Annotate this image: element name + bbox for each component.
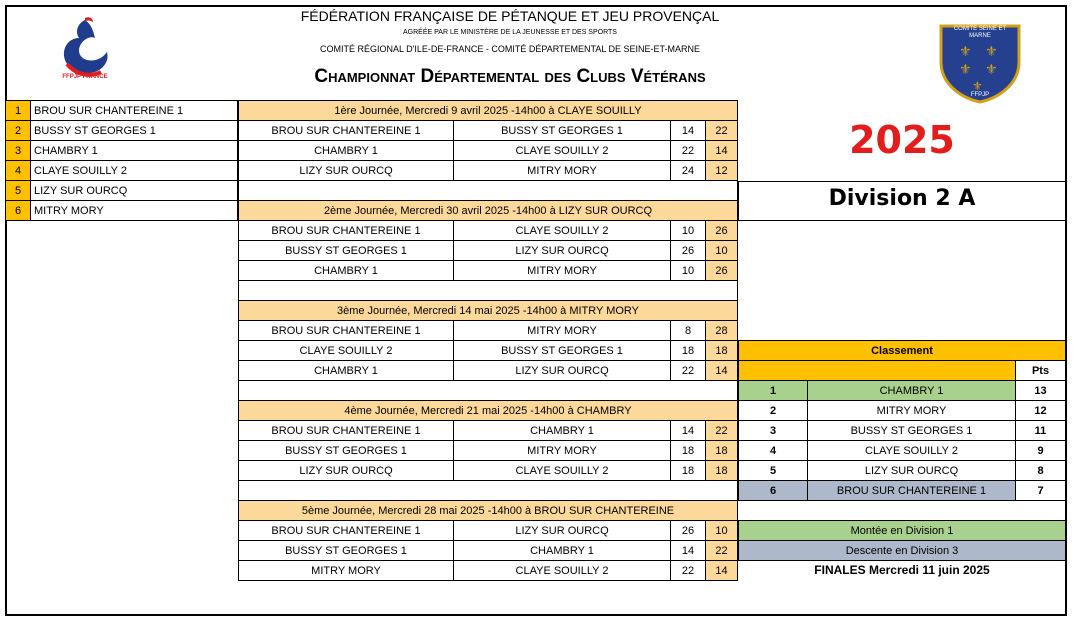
match-home-team: BROU SUR CHANTEREINE 1: [238, 220, 454, 241]
relegation-legend: Descente en Division 3: [738, 540, 1066, 561]
match-score-home: 22: [670, 360, 706, 381]
match-away-team: CLAYE SOUILLY 2: [453, 140, 671, 161]
match-score-home: 10: [670, 220, 706, 241]
round-title: 4ème Journée, Mercredi 21 mai 2025 -14h00 à CHAMBRY: [238, 400, 738, 421]
match-home-team: BROU SUR CHANTEREINE 1: [238, 520, 454, 541]
match-home-team: LIZY SUR OURCQ: [238, 160, 454, 181]
match-score-home: 14: [670, 540, 706, 561]
match-away-team: CHAMBRY 1: [453, 540, 671, 561]
match-score-away: 14: [705, 560, 738, 581]
standings-points: 7: [1015, 480, 1066, 501]
match-away-team: MITRY MORY: [453, 260, 671, 281]
match-away-team: LIZY SUR OURCQ: [453, 520, 671, 541]
team-name: LIZY SUR OURCQ: [30, 180, 238, 201]
svg-text:⚜: ⚜: [972, 79, 983, 93]
match-away-team: BUSSY ST GEORGES 1: [453, 340, 671, 361]
standings-rank: 1: [738, 380, 808, 401]
standings-rank: 5: [738, 460, 808, 481]
agreement-line: AGRÉÉE PAR LE MINISTÈRE DE LA JEUNESSE ET DES SPORTS: [403, 29, 617, 36]
match-away-team: CLAYE SOUILLY 2: [453, 560, 671, 581]
match-score-away: 10: [705, 240, 738, 261]
team-number: 2: [5, 120, 31, 141]
championship-title: Championnat Départemental des Clubs Vétérans: [314, 66, 706, 87]
federation-name: FÉDÉRATION FRANÇAISE DE PÉTANQUE ET JEU PROVENÇAL: [300, 8, 720, 24]
match-score-away: 10: [705, 520, 738, 541]
match-home-team: BROU SUR CHANTEREINE 1: [238, 320, 454, 341]
standings-team: MITRY MORY: [807, 400, 1016, 421]
team-number: 4: [5, 160, 31, 181]
standings-team: CHAMBRY 1: [807, 380, 1016, 401]
standings-points: 9: [1015, 440, 1066, 461]
match-score-away: 26: [705, 260, 738, 281]
spacer-row: [238, 480, 738, 501]
standings-title: Classement: [738, 340, 1066, 361]
crest-bottom-text: FFPJP: [970, 92, 990, 98]
match-away-team: CLAYE SOUILLY 2: [453, 220, 671, 241]
svg-text:⚜: ⚜: [959, 44, 972, 60]
standings-team: LIZY SUR OURCQ: [807, 460, 1016, 481]
match-home-team: CHAMBRY 1: [238, 360, 454, 381]
match-score-home: 18: [670, 460, 706, 481]
standings-rank: 2: [738, 400, 808, 421]
team-number: 3: [5, 140, 31, 161]
match-home-team: BROU SUR CHANTEREINE 1: [238, 120, 454, 141]
match-score-home: 8: [670, 320, 706, 341]
match-score-home: 26: [670, 240, 706, 261]
team-name: BUSSY ST GEORGES 1: [30, 120, 238, 141]
round-title: 1ère Journée, Mercredi 9 avril 2025 -14h00 à CLAYE SOUILLY: [238, 100, 738, 121]
team-number: 5: [5, 180, 31, 201]
round-title: 5ème Journée, Mercredi 28 mai 2025 -14h00 à BROU SUR CHANTEREINE: [238, 500, 738, 521]
standings-rank: 4: [738, 440, 808, 461]
standings-points: 13: [1015, 380, 1066, 401]
svg-text:⚜: ⚜: [985, 62, 998, 78]
match-score-home: 14: [670, 120, 706, 141]
round-title: 2ème Journée, Mercredi 30 avril 2025 -14h00 à LIZY SUR OURCQ: [238, 200, 738, 221]
match-score-home: 22: [670, 560, 706, 581]
match-home-team: BUSSY ST GEORGES 1: [238, 440, 454, 461]
finals-date: FINALES Mercredi 11 juin 2025: [814, 563, 990, 577]
svg-text:⚜: ⚜: [985, 44, 998, 60]
standings-points: 8: [1015, 460, 1066, 481]
match-home-team: BUSSY ST GEORGES 1: [238, 540, 454, 561]
match-home-team: CHAMBRY 1: [238, 140, 454, 161]
match-score-home: 26: [670, 520, 706, 541]
standings-pts-header: Pts: [1015, 360, 1066, 381]
match-away-team: LIZY SUR OURCQ: [453, 360, 671, 381]
match-score-home: 18: [670, 340, 706, 361]
match-away-team: CHAMBRY 1: [453, 420, 671, 441]
committees-line: COMITÉ RÉGIONAL D'ILE-DE-FRANCE - COMITÉ DÉPARTEMENTAL DE SEINE-ET-MARNE: [319, 44, 701, 54]
match-score-home: 10: [670, 260, 706, 281]
match-score-home: 18: [670, 440, 706, 461]
team-number: 1: [5, 100, 31, 121]
match-home-team: MITRY MORY: [238, 560, 454, 581]
match-score-away: 18: [705, 340, 738, 361]
standings-points: 11: [1015, 420, 1066, 441]
match-away-team: MITRY MORY: [453, 160, 671, 181]
team-name: CHAMBRY 1: [30, 140, 238, 161]
match-away-team: CLAYE SOUILLY 2: [453, 460, 671, 481]
match-score-away: 22: [705, 420, 738, 441]
match-away-team: LIZY SUR OURCQ: [453, 240, 671, 261]
match-score-away: 12: [705, 160, 738, 181]
team-name: BROU SUR CHANTEREINE 1: [30, 100, 238, 121]
match-away-team: MITRY MORY: [453, 440, 671, 461]
match-home-team: CLAYE SOUILLY 2: [238, 340, 454, 361]
standings-team: BROU SUR CHANTEREINE 1: [807, 480, 1016, 501]
spacer-row: [238, 180, 738, 201]
standings-team: BUSSY ST GEORGES 1: [807, 420, 1016, 441]
match-score-away: 14: [705, 140, 738, 161]
match-home-team: LIZY SUR OURCQ: [238, 460, 454, 481]
standings-header-blank: [738, 360, 1016, 381]
team-name: CLAYE SOUILLY 2: [30, 160, 238, 181]
standings-rank: 3: [738, 420, 808, 441]
seine-et-marne-crest: [937, 22, 1023, 104]
promotion-legend: Montée en Division 1: [738, 520, 1066, 541]
match-score-home: 22: [670, 140, 706, 161]
team-name: MITRY MORY: [30, 200, 238, 221]
svg-text:⚜: ⚜: [959, 62, 972, 78]
standings-rank: 6: [738, 480, 808, 501]
match-score-home: 14: [670, 420, 706, 441]
match-score-away: 22: [705, 120, 738, 141]
match-away-team: MITRY MORY: [453, 320, 671, 341]
crest-top-text: COMITE SEINE ET MARNE: [953, 26, 1007, 39]
division-label: Division 2 A: [828, 186, 976, 211]
spacer-row: [238, 380, 738, 401]
round-title: 3ème Journée, Mercredi 14 mai 2025 -14h00 à MITRY MORY: [238, 300, 738, 321]
match-score-home: 24: [670, 160, 706, 181]
match-home-team: CHAMBRY 1: [238, 260, 454, 281]
ffpjp-logo-text: FFPJP FRANCE: [62, 74, 108, 80]
match-score-away: 14: [705, 360, 738, 381]
match-away-team: BUSSY ST GEORGES 1: [453, 120, 671, 141]
match-home-team: BUSSY ST GEORGES 1: [238, 240, 454, 261]
standings-team: CLAYE SOUILLY 2: [807, 440, 1016, 461]
team-number: 6: [5, 200, 31, 221]
spacer-row: [238, 280, 738, 301]
match-home-team: BROU SUR CHANTEREINE 1: [238, 420, 454, 441]
standings-points: 12: [1015, 400, 1066, 421]
season-year: 2025: [849, 118, 955, 162]
match-score-away: 28: [705, 320, 738, 341]
match-score-away: 18: [705, 440, 738, 461]
match-score-away: 22: [705, 540, 738, 561]
match-score-away: 18: [705, 460, 738, 481]
match-score-away: 26: [705, 220, 738, 241]
ffpjp-rooster-logo: [55, 14, 115, 86]
